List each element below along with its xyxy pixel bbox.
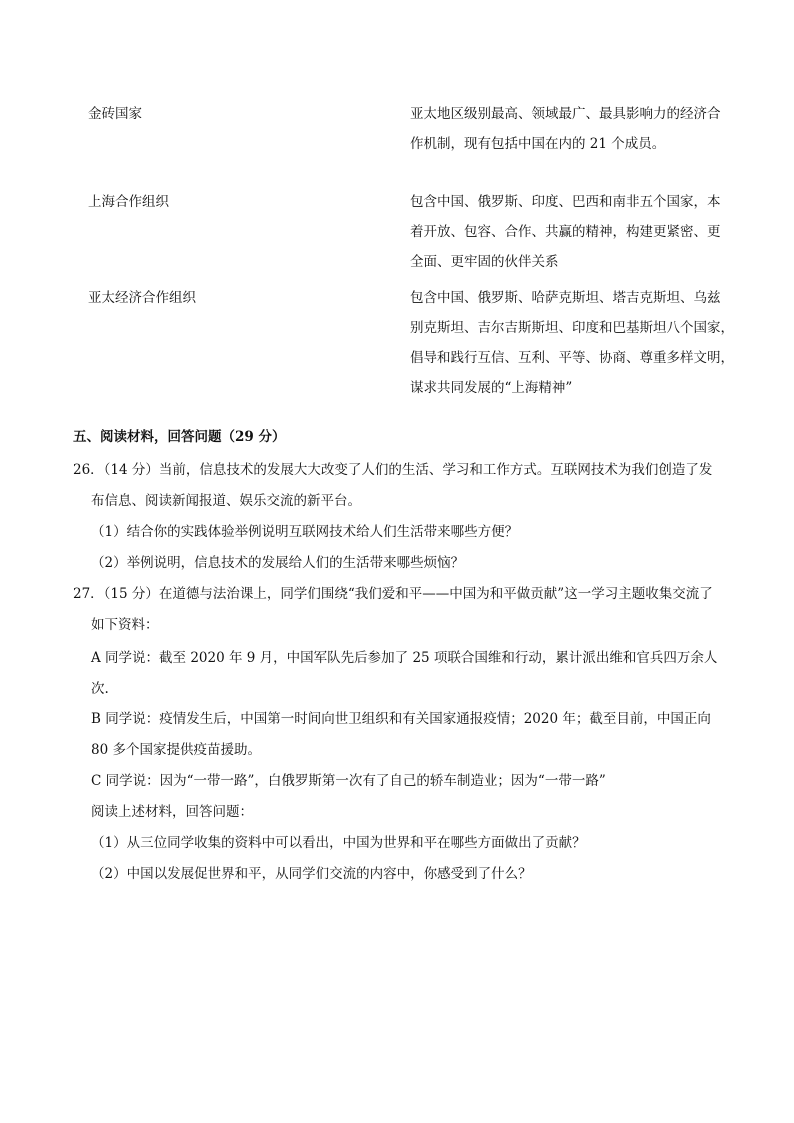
question-26-sub1: （1）结合你的实践体验举例说明互联网技术给人们生活带来哪些方便？ — [91, 524, 519, 540]
matching-term: 上海合作组织 — [88, 194, 169, 210]
description-line: 全面、更牢固的伙伴关系 — [410, 254, 559, 270]
description-line: 包含中国、俄罗斯、哈萨克斯坦、塔吉克斯坦、乌兹 — [410, 290, 721, 306]
matching-term: 亚太经济合作组织 — [88, 290, 196, 306]
question-27-sub2: （2）中国以发展促世界和平，从同学们交流的内容中，你感受到了什么？ — [91, 866, 532, 882]
question-26-stem-cont: 布信息、阅读新闻报道、娱乐交流的新平台。 — [91, 493, 361, 509]
material-a-cont: 次. — [91, 681, 109, 697]
question-27-sub1: （1）从三位同学收集的资料中可以看出，中国为世界和平在哪些方面做出了贡献？ — [91, 835, 586, 851]
matching-term: 金砖国家 — [88, 106, 142, 122]
material-b: B 同学说：疫情发生后，中国第一时间向世卫组织和有关国家通报疫情；2020 年；截至目前，中国正向 — [91, 711, 711, 727]
description-line: 包含中国、俄罗斯、印度、巴西和南非五个国家，本 — [410, 194, 721, 210]
reading-prompt: 阅读上述材料，回答问题： — [91, 804, 253, 820]
material-c: C 同学说：因为“一带一路”，白俄罗斯第一次有了自己的轿车制造业；因为“一带一路” — [91, 773, 606, 789]
material-b-cont: 80 多个国家提供疫苗援助。 — [91, 742, 261, 758]
matching-description — [410, 104, 728, 164]
section-title: 五、阅读材料，回答问题（29 分） — [73, 429, 286, 445]
question-26-sub2: （2）举例说明，信息技术的发展给人们的生活带来哪些烦恼？ — [91, 555, 465, 571]
description-line: 着开放、包容、合作、共赢的精神，构建更紧密、更 — [410, 224, 721, 240]
description-line: 别克斯坦、吉尔吉斯斯坦、印度和巴基斯坦八个国家， — [410, 320, 734, 336]
question-27-stem-cont: 如下资料： — [91, 617, 159, 633]
description-line: 谋求共同发展的“上海精神” — [410, 380, 573, 396]
question-26-stem: 26．（14 分）当前，信息技术的发展大大改变了人们的生活、学习和工作方式。互联网技术为我们创造了发 — [73, 462, 713, 478]
question-27-stem: 27．（15 分）在道德与法治课上，同学们围绕“我们爱和平——中国为和平做贡献”这一学习主题收集交流了 — [73, 586, 713, 602]
description-line: 倡导和践行互信、互利、平等、协商、尊重多样文明， — [410, 350, 734, 366]
description-line: 作机制，现有包括中国在内的 21 个成员。 — [410, 136, 666, 152]
matching-description — [410, 192, 728, 282]
material-a: A 同学说：截至 2020 年 9 月，中国军队先后参加了 25 项联合国维和行动，累计派出维和官兵四万余人 — [91, 650, 718, 666]
description-line: 亚太地区级别最高、领域最广、最具影响力的经济合 — [410, 106, 721, 122]
matching-description — [410, 288, 734, 408]
